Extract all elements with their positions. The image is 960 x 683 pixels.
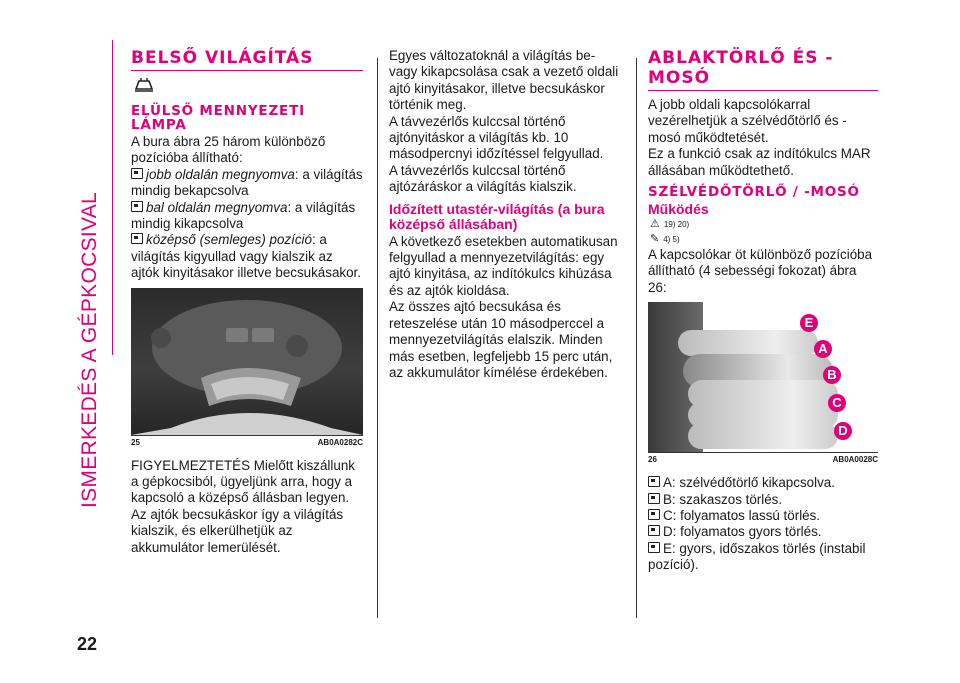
- bullet-icon: [648, 509, 660, 520]
- intro-text: A bura ábra 25 három különböző pozícióba állítható:: [131, 134, 326, 166]
- wiper-stalk-figure: [648, 302, 878, 453]
- bullet-icon: [131, 201, 143, 212]
- figure-caption: [131, 436, 363, 448]
- body-text: A jobb oldali kapcsolókarral vezérelhetjük a szélvédőtörlő és -mosó működtetését.: [648, 97, 847, 145]
- note-icon: ✎: [650, 233, 660, 246]
- bullet-icon: [648, 476, 660, 487]
- figure-caption: [648, 453, 878, 465]
- body-text: Ez a funkció csak az indítókulcs MAR állásában működtethető.: [648, 146, 871, 178]
- list-item: középső (semleges) pozíció: a világítás kigyullad vagy kialszik az ajtók kinyitásakor illetve becsukásakor.: [131, 232, 361, 281]
- body-text: A távvezérlős kulccsal történő ajtónyitáskor a világítás kb. 10 másodpercnyi időzítéssel felgyullad.: [389, 113, 604, 162]
- list-item: C: folyamatos lassú törlés.: [648, 508, 878, 524]
- list-item: D: folyamatos gyors törlés.: [648, 524, 878, 540]
- body-text: A távvezérlős kulccsal történő ajtózáráskor a világítás kialszik.: [389, 162, 577, 195]
- position-label: C: [828, 394, 846, 412]
- body-text: A következő esetekben automatikusan felgyullad a mennyezetvilágítás: egy ajtó kinyitása, az indítókulcs kihúzása és az ajtók kioldása.: [389, 233, 618, 298]
- interior-lamp-icon: [133, 77, 363, 98]
- list-item: bal oldalán megnyomva: a világítás mindig kikapcsolva: [131, 199, 356, 232]
- column-2: [389, 48, 621, 381]
- body-text: Az összes ajtó becsukása és reteszelése után 10 másodperccel a mennyezetvilágítás elalszik. Minden más esetben, legfeljebb 15 perc után, az akkumulátor kímélése érdekében.: [389, 299, 613, 380]
- warning-text: FIGYELMEZTETÉS Mielőtt kiszállunk a gépkocsiból, ügyeljünk arra, hogy a kapcsoló a középső állásban legyen.: [131, 457, 355, 506]
- subsection-heading: Működés: [648, 201, 709, 218]
- column-1: [131, 48, 363, 556]
- bullet-icon: [648, 525, 660, 536]
- position-label: B: [823, 366, 841, 384]
- section-title: ABLAKTÖRLŐ ÉS -MOSÓ: [648, 48, 878, 91]
- chapter-title: ISMERKEDÉS A GÉPKOCSIVAL: [78, 191, 101, 509]
- bullet-icon: [648, 542, 660, 553]
- ceiling-lamp-figure: [131, 288, 363, 436]
- position-label: E: [800, 314, 818, 332]
- figure-code: AB0A0028C: [832, 455, 878, 465]
- figure-code: AB0A0282C: [317, 437, 363, 447]
- bullet-icon: [131, 168, 143, 179]
- list-item: jobb oldalán megnyomva: a világítás mindig bekapcsolva: [131, 166, 363, 199]
- page-number: 22: [77, 634, 98, 654]
- column-divider: [636, 58, 637, 618]
- column-3: [648, 48, 878, 574]
- bullet-icon: [131, 233, 143, 244]
- subsection-heading: Időzített utastér-világítás (a bura középső állásában): [389, 200, 605, 232]
- subsection-title: SZÉLVÉDŐTÖRLŐ / -MOSÓ: [648, 184, 860, 201]
- subsection-title: ELÜLSŐ MENNYEZETI LÁMPA: [131, 103, 305, 133]
- figure-number: 26: [648, 455, 657, 465]
- body-text: Egyes változatoknál a világítás be-vagy kikapcsolása csak a vezető oldali ajtó kinyitásakor, illetve becsukáskor történik meg.: [389, 48, 619, 113]
- note-reference: ✎ 4) 5): [650, 233, 680, 246]
- list-item: A: szélvédőtörlő kikapcsolva.: [648, 475, 878, 491]
- figure-number: 25: [131, 437, 140, 447]
- body-text: A kapcsolókar öt különböző pozícióba állítható (4 sebességi fokozat) ábra 26:: [648, 247, 873, 295]
- list-item: E: gyors, időszakos törlés (instabil pozíció).: [648, 540, 866, 573]
- column-divider: [377, 58, 378, 618]
- positions-list: [648, 475, 878, 573]
- warning-reference: ⚠ 19) 20): [650, 218, 690, 231]
- position-label: A: [814, 340, 832, 358]
- bullet-icon: [648, 493, 660, 504]
- chapter-divider: [112, 40, 113, 355]
- list-item: B: szakaszos törlés.: [648, 492, 878, 508]
- body-text: Az ajtók becsukáskor így a világítás kialszik, és elkerülhetjük az akkumulátor lemerülését.: [131, 506, 344, 555]
- section-title: BELSŐ VILÁGÍTÁS: [131, 48, 363, 71]
- warning-triangle-icon: ⚠: [650, 218, 660, 231]
- position-label: D: [834, 422, 852, 440]
